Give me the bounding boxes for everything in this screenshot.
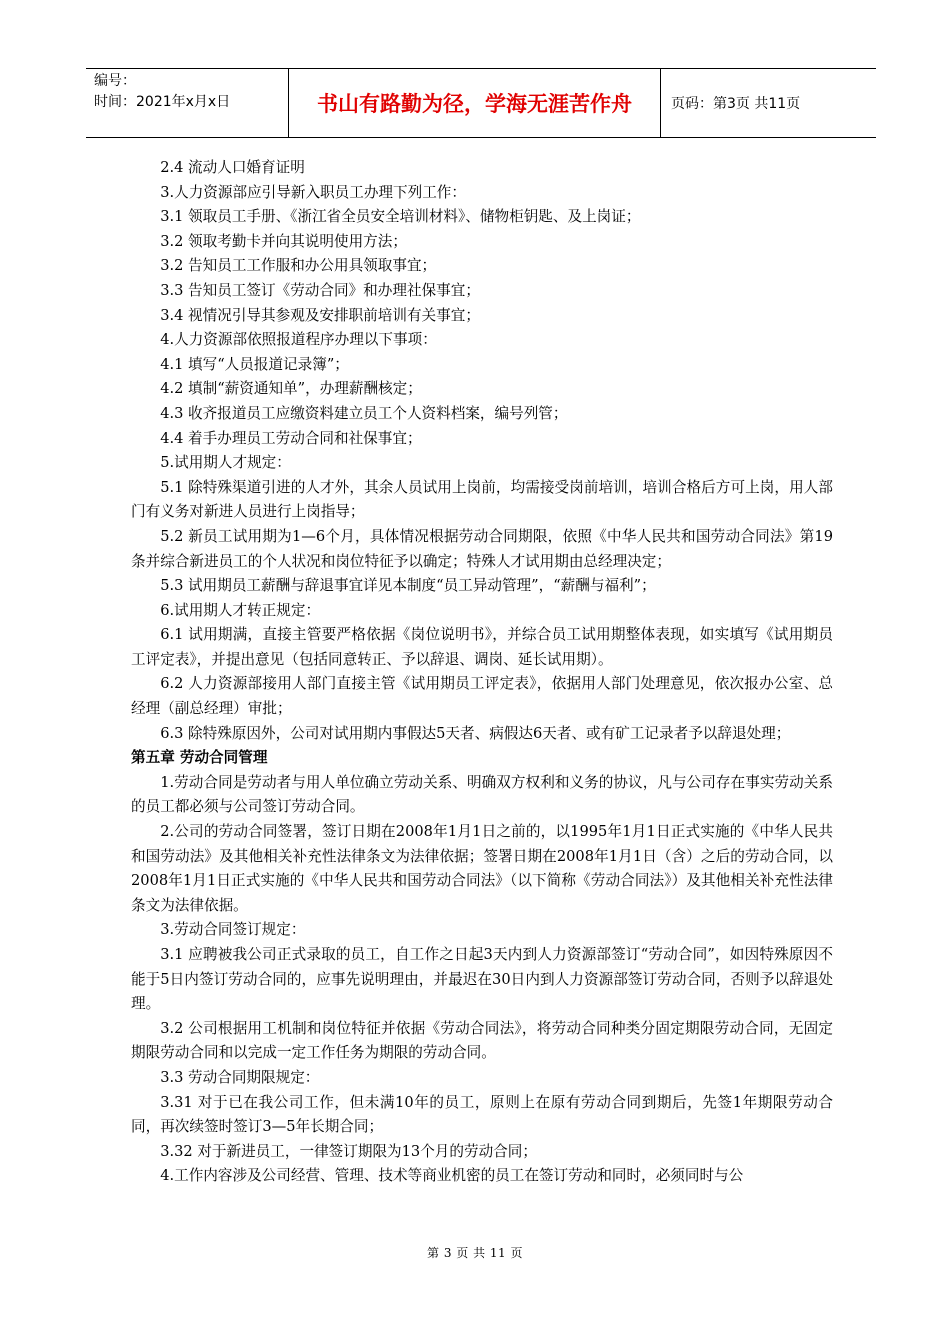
- paragraph: 3.2 领取考勤卡并向其说明使用方法；: [160, 232, 407, 250]
- paragraph: 4.1 填写“人员报道记录簿”；: [160, 355, 349, 373]
- header-info-cell: [86, 69, 288, 137]
- paragraph: 5.3 试用期员工薪酬与辞退事宜详见本制度“员工异动管理”，“薪酬与福利”；: [160, 577, 656, 595]
- paragraph: 4.4 着手办理员工劳动合同和社保事宜；: [160, 429, 422, 447]
- header-motto: 书山有路勤为径，学海无涯苦作舟: [288, 69, 661, 137]
- paragraph: 3.人力资源部应引导新入职员工办理下列工作：: [160, 183, 466, 201]
- paragraph: 3.1 领取员工手册、《浙江省全员安全培训材料》、储物柜钥匙、及上岗证；: [160, 208, 641, 226]
- paragraph: 5.2 新员工试用期为1—6个月，具体情况根据劳动合同期限，依照《中华人民共和国劳动合同法》第19条并综合新进员工的个人状况和岗位特征予以确定；特殊人才试用期由总经理决定；: [131, 527, 833, 570]
- paragraph: 3.31 对于已在我公司工作，但未满10年的员工，原则上在原有劳动合同到期后，先签1年期限劳动合同，再次续签时签订3—5年长期合同；: [131, 1093, 833, 1136]
- paragraph: 6.1 试用期满，直接主管要严格依据《岗位说明书》，并综合员工试用期整体表现，如实填写《试用期员工评定表》，并提出意见（包括同意转正、予以辞退、调岗、延长试用期）。: [131, 626, 833, 668]
- paragraph: 3.4 视情况引导其参观及安排职前培训有关事宜；: [160, 306, 480, 324]
- paragraph: 3.32 对于新进员工，一律签订期限为13个月的劳动合同；: [160, 1142, 537, 1160]
- paragraph: 4.人力资源部依照报道程序办理以下事项：: [160, 331, 437, 349]
- paragraph: 3.劳动合同签订规定：: [160, 921, 306, 939]
- paragraph: 3.3 劳动合同期限规定：: [160, 1068, 320, 1086]
- paragraph: 3.3 告知员工签订《劳动合同》和办理社保事宜；: [160, 281, 480, 299]
- document-number-label: 编号：: [94, 73, 136, 89]
- paragraph: 3.1 应聘被我公司正式录取的员工，自工作之日起3天内到人力资源部签订“劳动合同”，如因特殊原因不能于5日内签订劳动合同的，应事先说明理由，并最迟在30日内到人力资源部签订劳动合同，否则予以辞退处理。: [131, 946, 833, 1013]
- paragraph: 1.劳动合同是劳动者与用人单位确立劳动关系、明确双方权利和义务的协议，凡与公司存在事实劳动关系的员工都必须与公司签订劳动合同。: [131, 773, 833, 816]
- paragraph: 6.3 除特殊原因外，公司对试用期内事假达5天者、病假达6天者、或有矿工记录者予以辞退处理；: [160, 724, 791, 742]
- paragraph: 3.2 公司根据用工机制和岗位特征并依据《劳动合同法》，将劳动合同种类分固定期限劳动合同，无固定期限劳动合同和以完成一定工作任务为期限的劳动合同。: [131, 1019, 833, 1062]
- chapter-heading: 第五章 劳动合同管理: [131, 749, 268, 767]
- document-header: [86, 68, 876, 138]
- paragraph: 3.2 告知员工工作服和办公用具领取事宜；: [160, 257, 437, 275]
- paragraph: 6.2 人力资源部接用人部门直接主管《试用期员工评定表》，依据用人部门处理意见，依次报办公室、总经理（副总经理）审批；: [131, 675, 833, 718]
- header-page-label: 页码：第3页 共11页: [671, 96, 801, 112]
- paragraph: 6.试用期人才转正规定：: [160, 601, 321, 619]
- paragraph: 2.公司的劳动合同签署，签订日期在2008年1月1日之前的，以1995年1月1日正式实施的《中华人民共和国劳动法》及其他相关补充性法律条文为法律依据；签署日期在2008年1月1日（含）之后的劳动合同，以2008年1月1日正式实施的《中华人民共和国劳动合同法》（以下简称《劳动合同法》）及其他相关补充性法律条文为法律依据。: [131, 823, 833, 914]
- document-time-label: 时间：2021年x月x日: [94, 94, 231, 110]
- paragraph: 5.试用期人才规定：: [160, 454, 291, 472]
- paragraph: 4.3 收齐报道员工应缴资料建立员工个人资料档案，编号列管；: [160, 404, 568, 422]
- paragraph: 4.2 填制“薪资通知单”，办理薪酬核定；: [160, 380, 422, 398]
- document-body: [131, 156, 833, 1189]
- page-footer: 第 3 页 共 11 页: [427, 1246, 523, 1260]
- paragraph: 2.4 流动人口婚育证明: [160, 159, 305, 176]
- paragraph: 4.工作内容涉及公司经营、管理、技术等商业机密的员工在签订劳动和同时，必须同时与公: [160, 1167, 744, 1185]
- paragraph: 5.1 除特殊渠道引进的人才外，其余人员试用上岗前，均需接受岗前培训，培训合格后方可上岗，用人部门有义务对新进人员进行上岗指导；: [131, 478, 833, 521]
